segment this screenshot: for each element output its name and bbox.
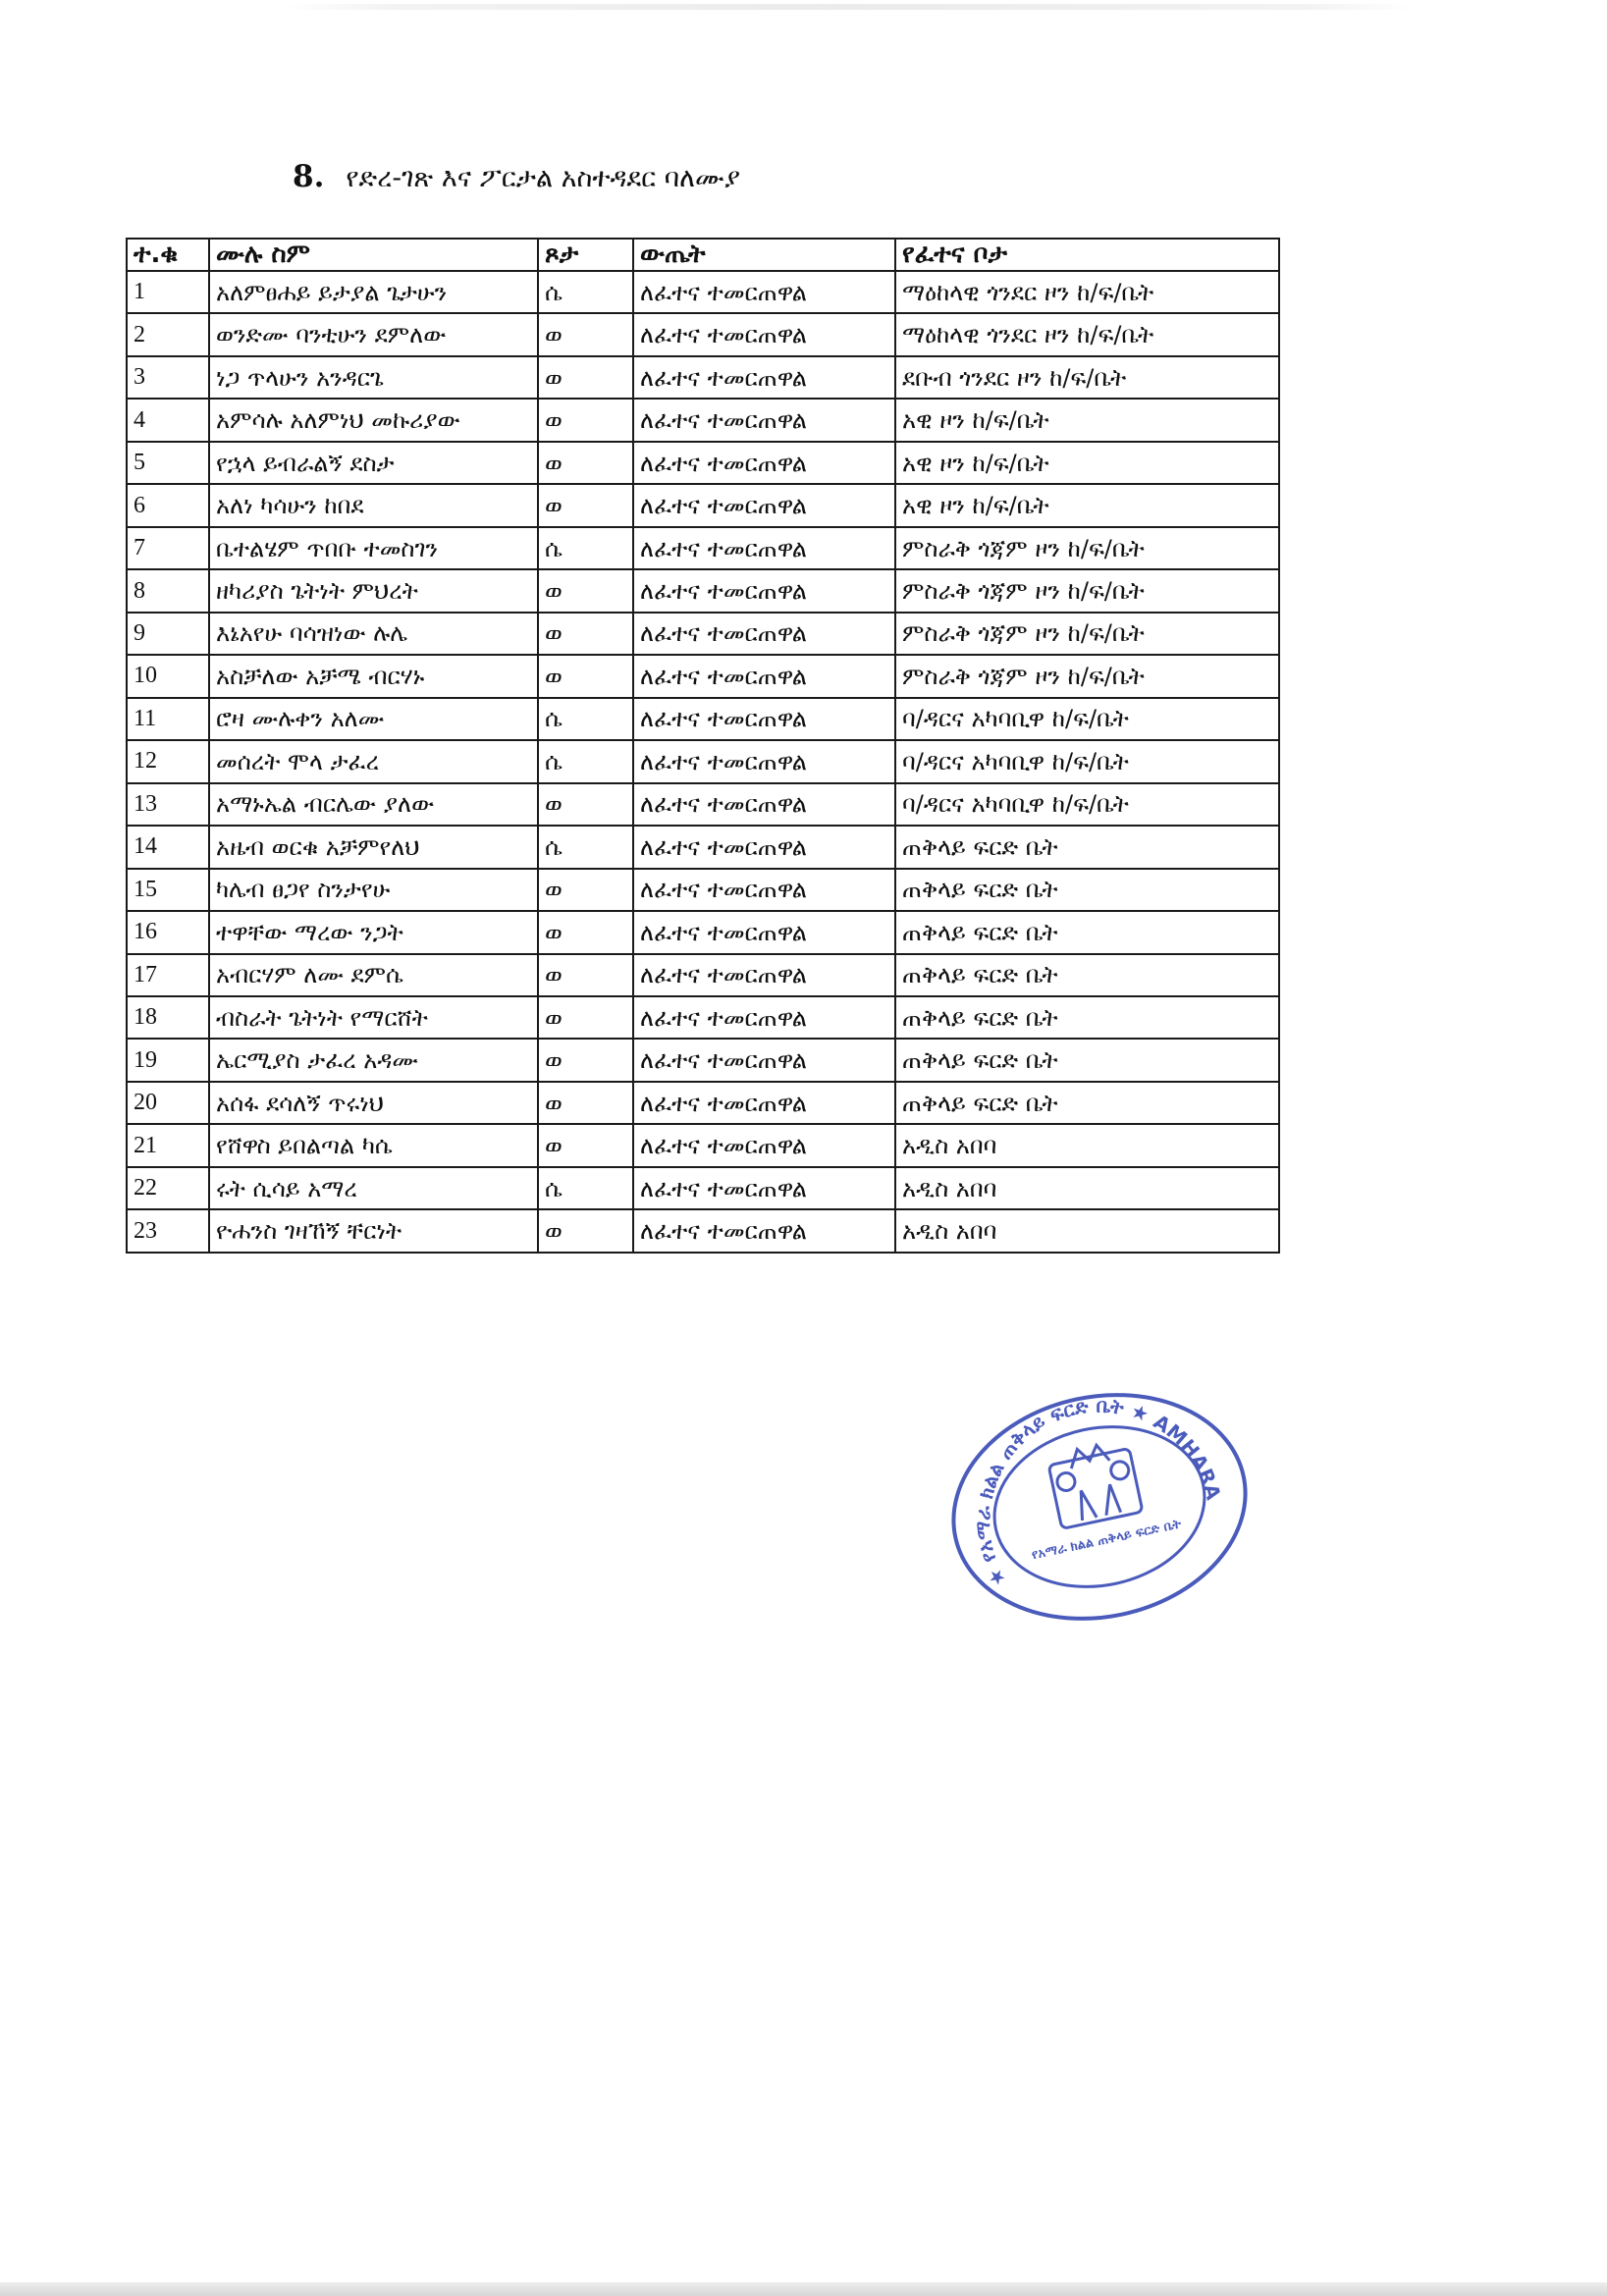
cell-full-name: ዘካሪያስ ጌትነት ምህረት <box>209 569 538 612</box>
cell-full-name: ኤርሚያስ ታፈረ አዳሙ <box>209 1039 538 1081</box>
cell-full-name: አብርሃም ለሙ ደምሴ <box>209 954 538 996</box>
cell-result: ለፈተና ተመርጠዋል <box>633 442 895 484</box>
cell-exam-location: ጠቅላይ ፍርድ ቤት <box>895 1039 1279 1081</box>
cell-number: 2 <box>127 313 209 355</box>
cell-exam-location: አዲስ አበባ <box>895 1209 1279 1253</box>
cell-sex: ወ <box>538 569 633 612</box>
cell-result: ለፈተና ተመርጠዋል <box>633 783 895 826</box>
table-body <box>127 271 1279 1253</box>
cell-sex: ወ <box>538 783 633 826</box>
cell-result: ለፈተና ተመርጠዋል <box>633 996 895 1039</box>
cell-exam-location: ጠቅላይ ፍርድ ቤት <box>895 869 1279 911</box>
table-row <box>127 271 1279 313</box>
cell-sex: ወ <box>538 484 633 526</box>
cell-exam-location: ማዕከላዊ ጎንደር ዞን ከ/ፍ/ቤት <box>895 271 1279 313</box>
cell-number: 21 <box>127 1124 209 1166</box>
table-row <box>127 442 1279 484</box>
cell-sex: ሴ <box>538 1167 633 1209</box>
cell-sex: ሴ <box>538 271 633 313</box>
cell-full-name: መሰረት ሞላ ታፈረ <box>209 740 538 782</box>
cell-sex: ወ <box>538 613 633 655</box>
cell-result: ለፈተና ተመርጠዋል <box>633 569 895 612</box>
table-row <box>127 613 1279 655</box>
table-row <box>127 911 1279 953</box>
cell-number: 10 <box>127 655 209 697</box>
table-row <box>127 783 1279 826</box>
cell-full-name: ካሌብ ፀጋየ ስንታየሁ <box>209 869 538 911</box>
cell-number: 5 <box>127 442 209 484</box>
table-row <box>127 1082 1279 1124</box>
cell-result: ለፈተና ተመርጠዋል <box>633 869 895 911</box>
cell-number: 16 <box>127 911 209 953</box>
svg-text:★ የአማራ ክልል ጠቅላይ ፍርድ ቤት ★ AMHAR <box>933 1369 1235 1602</box>
cell-sex: ወ <box>538 655 633 697</box>
cell-full-name: አለምፀሐይ ይታያል ጌታሁን <box>209 271 538 313</box>
cell-number: 22 <box>127 1167 209 1209</box>
cell-sex: ወ <box>538 1209 633 1253</box>
cell-full-name: ወንድሙ ባንቲሁን ደምለው <box>209 313 538 355</box>
cell-result: ለፈተና ተመርጠዋል <box>633 655 895 697</box>
candidate-table <box>126 238 1280 1254</box>
cell-sex: ወ <box>538 954 633 996</box>
cell-sex: ወ <box>538 313 633 355</box>
cell-full-name: አማኑኤል ብርሌው ያለው <box>209 783 538 826</box>
cell-exam-location: ምስራቅ ጎጃም ዞን ከ/ፍ/ቤት <box>895 613 1279 655</box>
cell-result: ለፈተና ተመርጠዋል <box>633 1039 895 1081</box>
cell-number: 8 <box>127 569 209 612</box>
cell-exam-location: አዲስ አበባ <box>895 1167 1279 1209</box>
cell-exam-location: ባ/ዳርና አካባቢዋ ከ/ፍ/ቤት <box>895 740 1279 782</box>
cell-full-name: ሮዛ ሙሉቀን አለሙ <box>209 698 538 740</box>
header-exam-location: የፈተና ቦታ <box>895 239 1279 271</box>
cell-number: 7 <box>127 527 209 569</box>
cell-exam-location: ባ/ዳርና አካባቢዋ ከ/ፍ/ቤት <box>895 783 1279 826</box>
cell-exam-location: ደቡብ ጎንደር ዞን ከ/ፍ/ቤት <box>895 356 1279 399</box>
cell-result: ለፈተና ተመርጠዋል <box>633 527 895 569</box>
cell-sex: ወ <box>538 911 633 953</box>
cell-number: 15 <box>127 869 209 911</box>
cell-exam-location: ጠቅላይ ፍርድ ቤት <box>895 954 1279 996</box>
cell-full-name: ብስራት ጌትነት የማርሸት <box>209 996 538 1039</box>
cell-exam-location: አዊ ዞን ከ/ፍ/ቤት <box>895 399 1279 441</box>
cell-number: 18 <box>127 996 209 1039</box>
cell-full-name: የሸዋስ ይበልጣል ካሴ <box>209 1124 538 1166</box>
cell-exam-location: ጠቅላይ ፍርድ ቤት <box>895 996 1279 1039</box>
cell-exam-location: አዊ ዞን ከ/ፍ/ቤት <box>895 484 1279 526</box>
cell-sex: ሴ <box>538 698 633 740</box>
cell-number: 3 <box>127 356 209 399</box>
cell-result: ለፈተና ተመርጠዋል <box>633 1124 895 1166</box>
cell-result: ለፈተና ተመርጠዋል <box>633 911 895 953</box>
cell-exam-location: ጠቅላይ ፍርድ ቤት <box>895 911 1279 953</box>
cell-result: ለፈተና ተመርጠዋል <box>633 1082 895 1124</box>
cell-number: 17 <box>127 954 209 996</box>
cell-exam-location: ምስራቅ ጎጃም ዞን ከ/ፍ/ቤት <box>895 655 1279 697</box>
table-row <box>127 527 1279 569</box>
cell-full-name: የኋላ ይብራልኝ ደስታ <box>209 442 538 484</box>
cell-number: 9 <box>127 613 209 655</box>
cell-full-name: እኔአየሁ ባሳዝነው ሉሌ <box>209 613 538 655</box>
table-row <box>127 569 1279 612</box>
scan-bottom-edge <box>0 2282 1607 2296</box>
header-sex: ጾታ <box>538 239 633 271</box>
table-row <box>127 740 1279 782</box>
section-title-text: የድረ-ገጽ እና ፖርታል አስተዳደር ባለሙያ <box>346 163 741 193</box>
cell-result: ለፈተና ተመርጠዋል <box>633 698 895 740</box>
cell-result: ለፈተና ተመርጠዋል <box>633 1167 895 1209</box>
table-row <box>127 655 1279 697</box>
cell-sex: ሴ <box>538 826 633 868</box>
cell-result: ለፈተና ተመርጠዋል <box>633 954 895 996</box>
table-row <box>127 869 1279 911</box>
cell-full-name: ነጋ ጥላሁን አንዳርጌ <box>209 356 538 399</box>
cell-exam-location: ጠቅላይ ፍርድ ቤት <box>895 1082 1279 1124</box>
cell-result: ለፈተና ተመርጠዋል <box>633 313 895 355</box>
cell-full-name: አለነ ካሳሁን ከበደ <box>209 484 538 526</box>
table-row <box>127 484 1279 526</box>
cell-sex: ወ <box>538 442 633 484</box>
seal-graphic <box>933 1369 1266 1644</box>
table-row <box>127 356 1279 399</box>
cell-number: 4 <box>127 399 209 441</box>
cell-result: ለፈተና ተመርጠዋል <box>633 1209 895 1253</box>
cell-full-name: አምሳሉ አለምነህ መኩሪያው <box>209 399 538 441</box>
header-result: ውጤት <box>633 239 895 271</box>
cell-sex: ወ <box>538 399 633 441</box>
cell-number: 11 <box>127 698 209 740</box>
cell-full-name: አዜብ ወርቁ አቻምየለህ <box>209 826 538 868</box>
cell-number: 12 <box>127 740 209 782</box>
table-row <box>127 1209 1279 1253</box>
court-seal <box>933 1369 1266 1644</box>
cell-exam-location: ጠቅላይ ፍርድ ቤት <box>895 826 1279 868</box>
cell-result: ለፈተና ተመርጠዋል <box>633 356 895 399</box>
cell-sex: ወ <box>538 1082 633 1124</box>
cell-exam-location: ምስራቅ ጎጃም ዞን ከ/ፍ/ቤት <box>895 527 1279 569</box>
cell-number: 19 <box>127 1039 209 1081</box>
cell-sex: ወ <box>538 356 633 399</box>
cell-number: 14 <box>127 826 209 868</box>
cell-full-name: ቤተልሄም ጥበቡ ተመስገን <box>209 527 538 569</box>
table-row <box>127 698 1279 740</box>
seal-inner-text: የአማራ ክልል ጠቅላይ ፍርድ ቤት <box>1030 1517 1183 1564</box>
cell-result: ለፈተና ተመርጠዋል <box>633 399 895 441</box>
table-row <box>127 1167 1279 1209</box>
section-number: 8. <box>293 159 325 194</box>
cell-exam-location: አዊ ዞን ከ/ፍ/ቤት <box>895 442 1279 484</box>
cell-exam-location: ማዕከላዊ ጎንደር ዞን ከ/ፍ/ቤት <box>895 313 1279 355</box>
cell-exam-location: ባ/ዳርና አካባቢዋ ከ/ፍ/ቤት <box>895 698 1279 740</box>
section-heading <box>293 159 740 194</box>
cell-sex: ወ <box>538 869 633 911</box>
scan-top-edge <box>285 4 1414 10</box>
table-row <box>127 1039 1279 1081</box>
table-row <box>127 313 1279 355</box>
table-row <box>127 996 1279 1039</box>
cell-exam-location: ምስራቅ ጎጃም ዞን ከ/ፍ/ቤት <box>895 569 1279 612</box>
cell-sex: ወ <box>538 996 633 1039</box>
cell-result: ለፈተና ተመርጠዋል <box>633 740 895 782</box>
cell-number: 1 <box>127 271 209 313</box>
cell-exam-location: አዲስ አበባ <box>895 1124 1279 1166</box>
table-row <box>127 399 1279 441</box>
cell-number: 13 <box>127 783 209 826</box>
cell-full-name: ዮሐንስ ገዛኸኝ ቸርነት <box>209 1209 538 1253</box>
cell-result: ለፈተና ተመርጠዋል <box>633 826 895 868</box>
table-row <box>127 954 1279 996</box>
header-number: ተ.ቁ <box>127 239 209 271</box>
cell-full-name: አሰፋ ደሳለኝ ጥሩነህ <box>209 1082 538 1124</box>
cell-sex: ወ <box>538 1039 633 1081</box>
cell-sex: ሴ <box>538 740 633 782</box>
cell-result: ለፈተና ተመርጠዋል <box>633 271 895 313</box>
cell-result: ለፈተና ተመርጠዋል <box>633 613 895 655</box>
cell-full-name: ሩት ሲሳይ አማረ <box>209 1167 538 1209</box>
table-row <box>127 826 1279 868</box>
cell-number: 20 <box>127 1082 209 1124</box>
header-full-name: ሙሉ ስም <box>209 239 538 271</box>
cell-sex: ሴ <box>538 527 633 569</box>
cell-result: ለፈተና ተመርጠዋል <box>633 484 895 526</box>
cell-number: 23 <box>127 1209 209 1253</box>
seal-ring-text: ★ የአማራ ክልል ጠቅላይ ፍርድ ቤት ★ AMHARA <box>970 1393 1226 1591</box>
table-header-row <box>127 239 1279 271</box>
cell-full-name: አስቻለው አቻሜ ብርሃኑ <box>209 655 538 697</box>
cell-number: 6 <box>127 484 209 526</box>
cell-sex: ወ <box>538 1124 633 1166</box>
cell-full-name: ተዋቸው ማረው ንጋት <box>209 911 538 953</box>
table-row <box>127 1124 1279 1166</box>
